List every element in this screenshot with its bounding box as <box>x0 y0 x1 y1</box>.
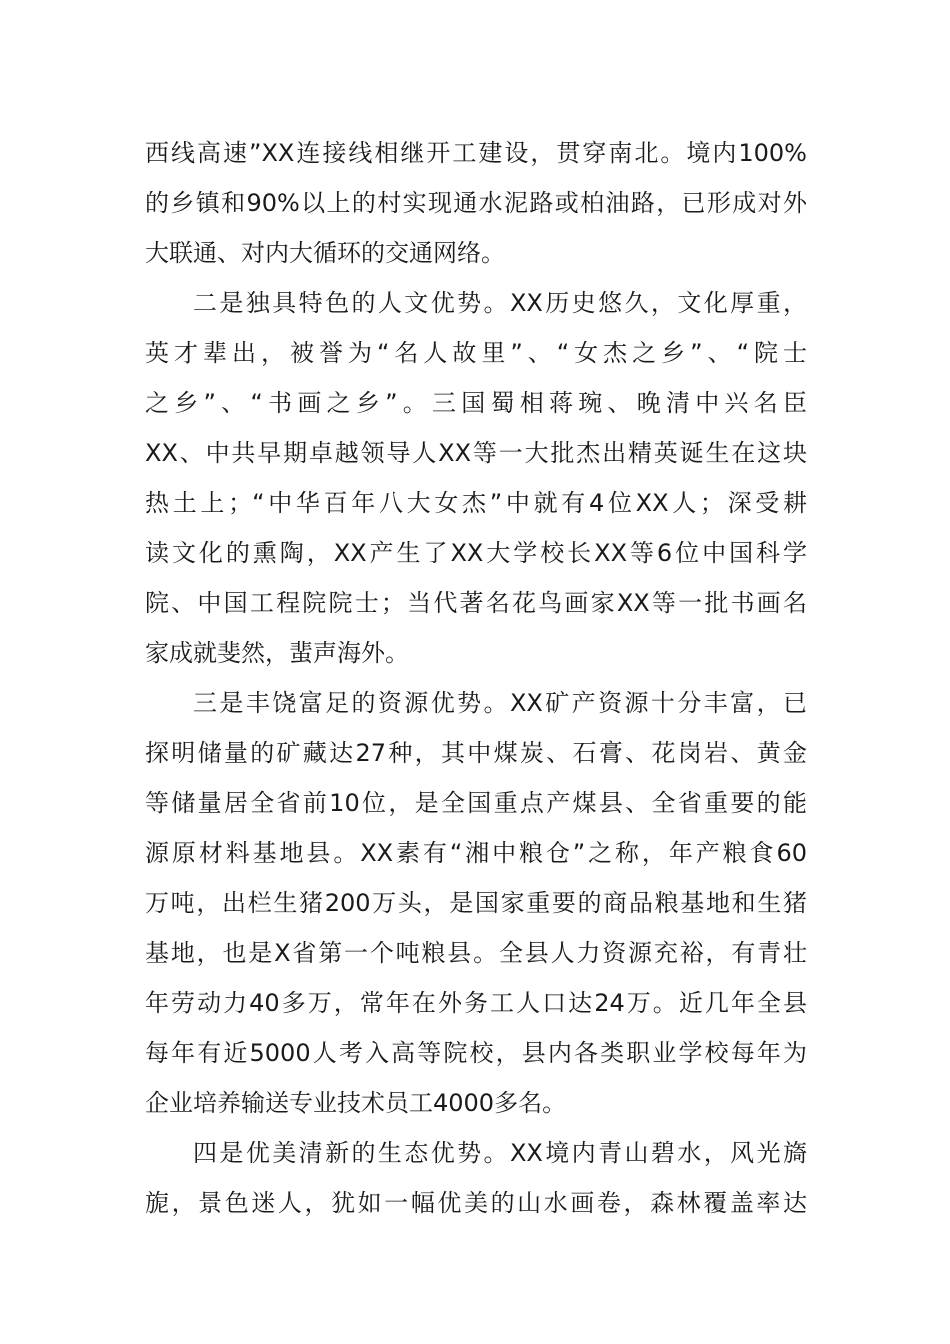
text-line: 英才辈出，被誉为“名人故里”、“女杰之乡”、“院士 <box>145 339 807 367</box>
text-line: 旎，景色迷人，犹如一幅优美的山水画卷，森林覆盖率达 <box>145 1189 807 1217</box>
text-line: 四是优美清新的生态优势。XX境内青山碧水，风光旖 <box>193 1139 807 1167</box>
text-line: 基地，也是X省第一个吨粮县。全县人力资源充裕，有青壮 <box>145 939 807 967</box>
text-line: 三是丰饶富足的资源优势。XX矿产资源十分丰富，已 <box>193 689 807 717</box>
text-line: 企业培养输送专业技术员工4000多名。 <box>145 1089 567 1117</box>
text-line: 源原材料基地县。XX素有“湘中粮仓”之称，年产粮食60 <box>145 839 807 867</box>
text-line: 探明储量的矿藏达27种，其中煤炭、石膏、花岗岩、黄金 <box>145 739 807 767</box>
text-line: 每年有近5000人考入高等院校，县内各类职业学校每年为 <box>145 1039 807 1067</box>
text-line: 二是独具特色的人文优势。XX历史悠久，文化厚重， <box>193 289 807 317</box>
text-line: 热土上；“中华百年八大女杰”中就有4位XX人；深受耕 <box>145 489 807 517</box>
text-line: 家成就斐然，蜚声海外。 <box>145 639 409 667</box>
text-line: 大联通、对内大循环的交通网络。 <box>145 239 505 267</box>
text-line: 之乡”、“书画之乡”。三国蜀相蒋琬、晚清中兴名臣 <box>145 389 807 417</box>
text-line: 西线高速”XX连接线相继开工建设，贯穿南北。境内100% <box>145 139 807 167</box>
text-line: 的乡镇和90%以上的村实现通水泥路或柏油路，已形成对外 <box>145 189 807 217</box>
text-line: XX、中共早期卓越领导人XX等一大批杰出精英诞生在这块 <box>145 439 807 467</box>
text-line: 等储量居全省前10位，是全国重点产煤县、全省重要的能 <box>145 789 807 817</box>
text-line: 读文化的熏陶，XX产生了XX大学校长XX等6位中国科学 <box>145 539 807 567</box>
text-line: 万吨，出栏生猪200万头，是国家重要的商品粮基地和生猪 <box>145 889 807 917</box>
text-line: 院、中国工程院院士；当代著名花鸟画家XX等一批书画名 <box>145 589 807 617</box>
text-line: 年劳动力40多万，常年在外务工人口达24万。近几年全县 <box>145 989 807 1017</box>
